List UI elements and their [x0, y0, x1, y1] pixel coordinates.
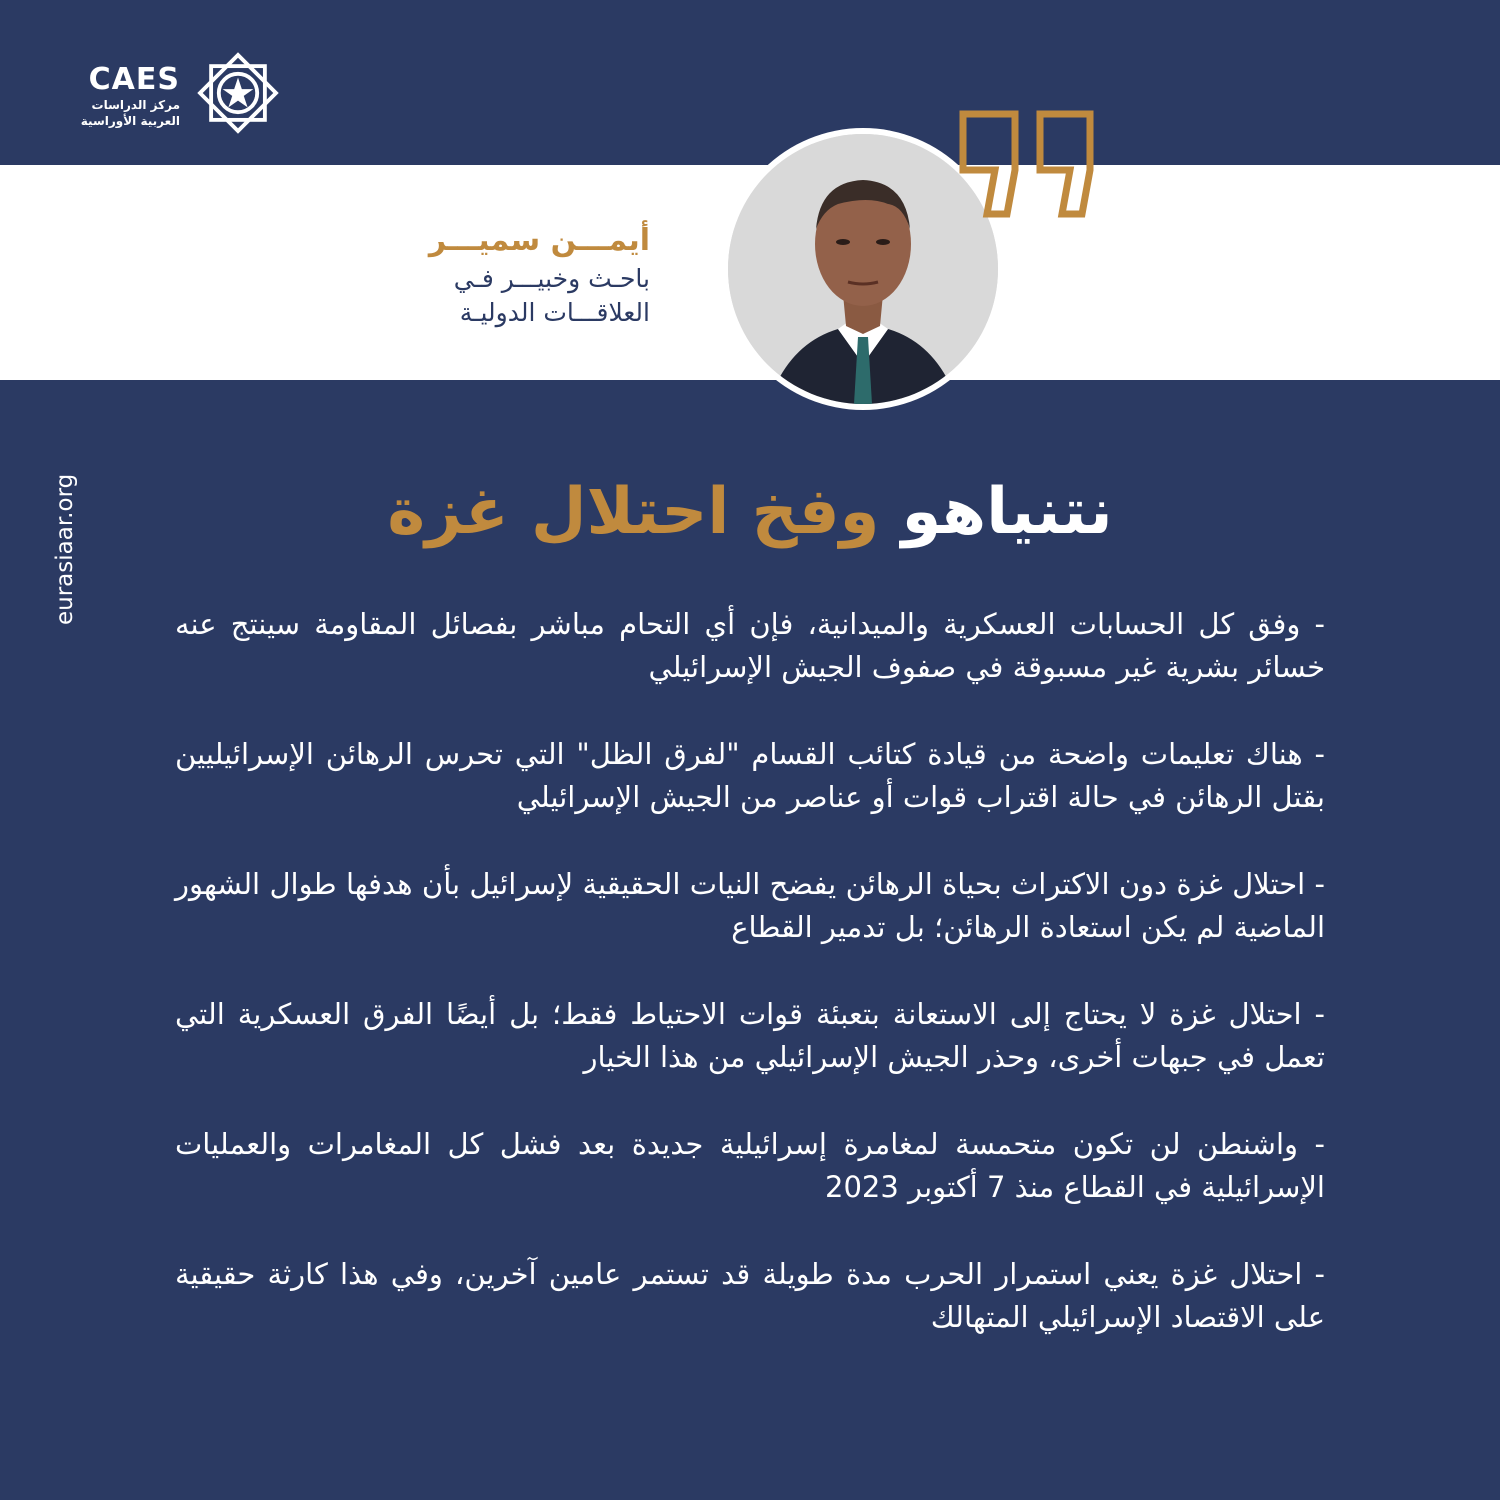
logo-line1: مركز الدراسات: [91, 98, 180, 112]
author-role-line2: العلاقـــات الدوليـة: [459, 298, 650, 327]
author-name: أيمـــن سميـــر: [428, 223, 650, 258]
quote-mark-icon: [945, 110, 1095, 220]
point-item: - احتلال غزة دون الاكتراث بحياة الرهائن يفضح النيات الحقيقية لإسرائيل بأن هدفها طوال الشهور الماضية لم يكن استعادة الرهائن؛ بل تدمير القطاع: [175, 867, 1325, 944]
point-item: - وفق كل الحسابات العسكرية والميدانية، فإن أي التحام مباشر بفصائل المقاومة سينتج عنه خسائر بشرية غير مسبوقة في صفوف الجيش الإسرائيلي: [175, 607, 1325, 684]
headline-part1: نتنياهو: [901, 475, 1113, 549]
headline-part2: وفخ احتلال غزة: [387, 475, 880, 549]
point-item: - احتلال غزة يعني استمرار الحرب مدة طويلة قد تستمر عامين آخرين، وفي هذا كارثة حقيقية على الاقتصاد الإسرائيلي المتهالك: [175, 1257, 1325, 1334]
author-info: [380, 220, 650, 330]
points-list: [175, 603, 1325, 1383]
website-url: eurasiaar.org: [52, 473, 78, 625]
side-url: [52, 430, 88, 630]
star-emblem-icon: [190, 45, 286, 141]
author-role-line1: باحـث وخبيـــر فـي: [453, 264, 650, 293]
logo-line2: العربية الأوراسية: [80, 114, 180, 128]
logo-text: [70, 63, 180, 129]
logo-abbr: CAES: [88, 62, 180, 97]
caes-logo: [70, 45, 290, 145]
point-item: - احتلال غزة لا يحتاج إلى الاستعانة بتعبئة قوات الاحتياط فقط؛ بل أيضًا الفرق العسكرية التي تعمل في جبهات أخرى، وحذر الجيش الإسرائيلي من هذا الخيار: [175, 997, 1325, 1074]
point-item: - هناك تعليمات واضحة من قيادة كتائب القسام "لفرق الظل" التي تحرس الرهائن الإسرائيليين بقتل الرهائن في حالة اقتراب قوات أو عناصر من الجيش الإسرائيلي: [175, 737, 1325, 814]
point-item: - واشنطن لن تكون متحمسة لمغامرة إسرائيلية جديدة بعد فشل كل المغامرات والعمليات الإسرائيلية في القطاع منذ 7 أكتوبر 2023: [175, 1127, 1325, 1204]
headline: [170, 472, 1330, 552]
